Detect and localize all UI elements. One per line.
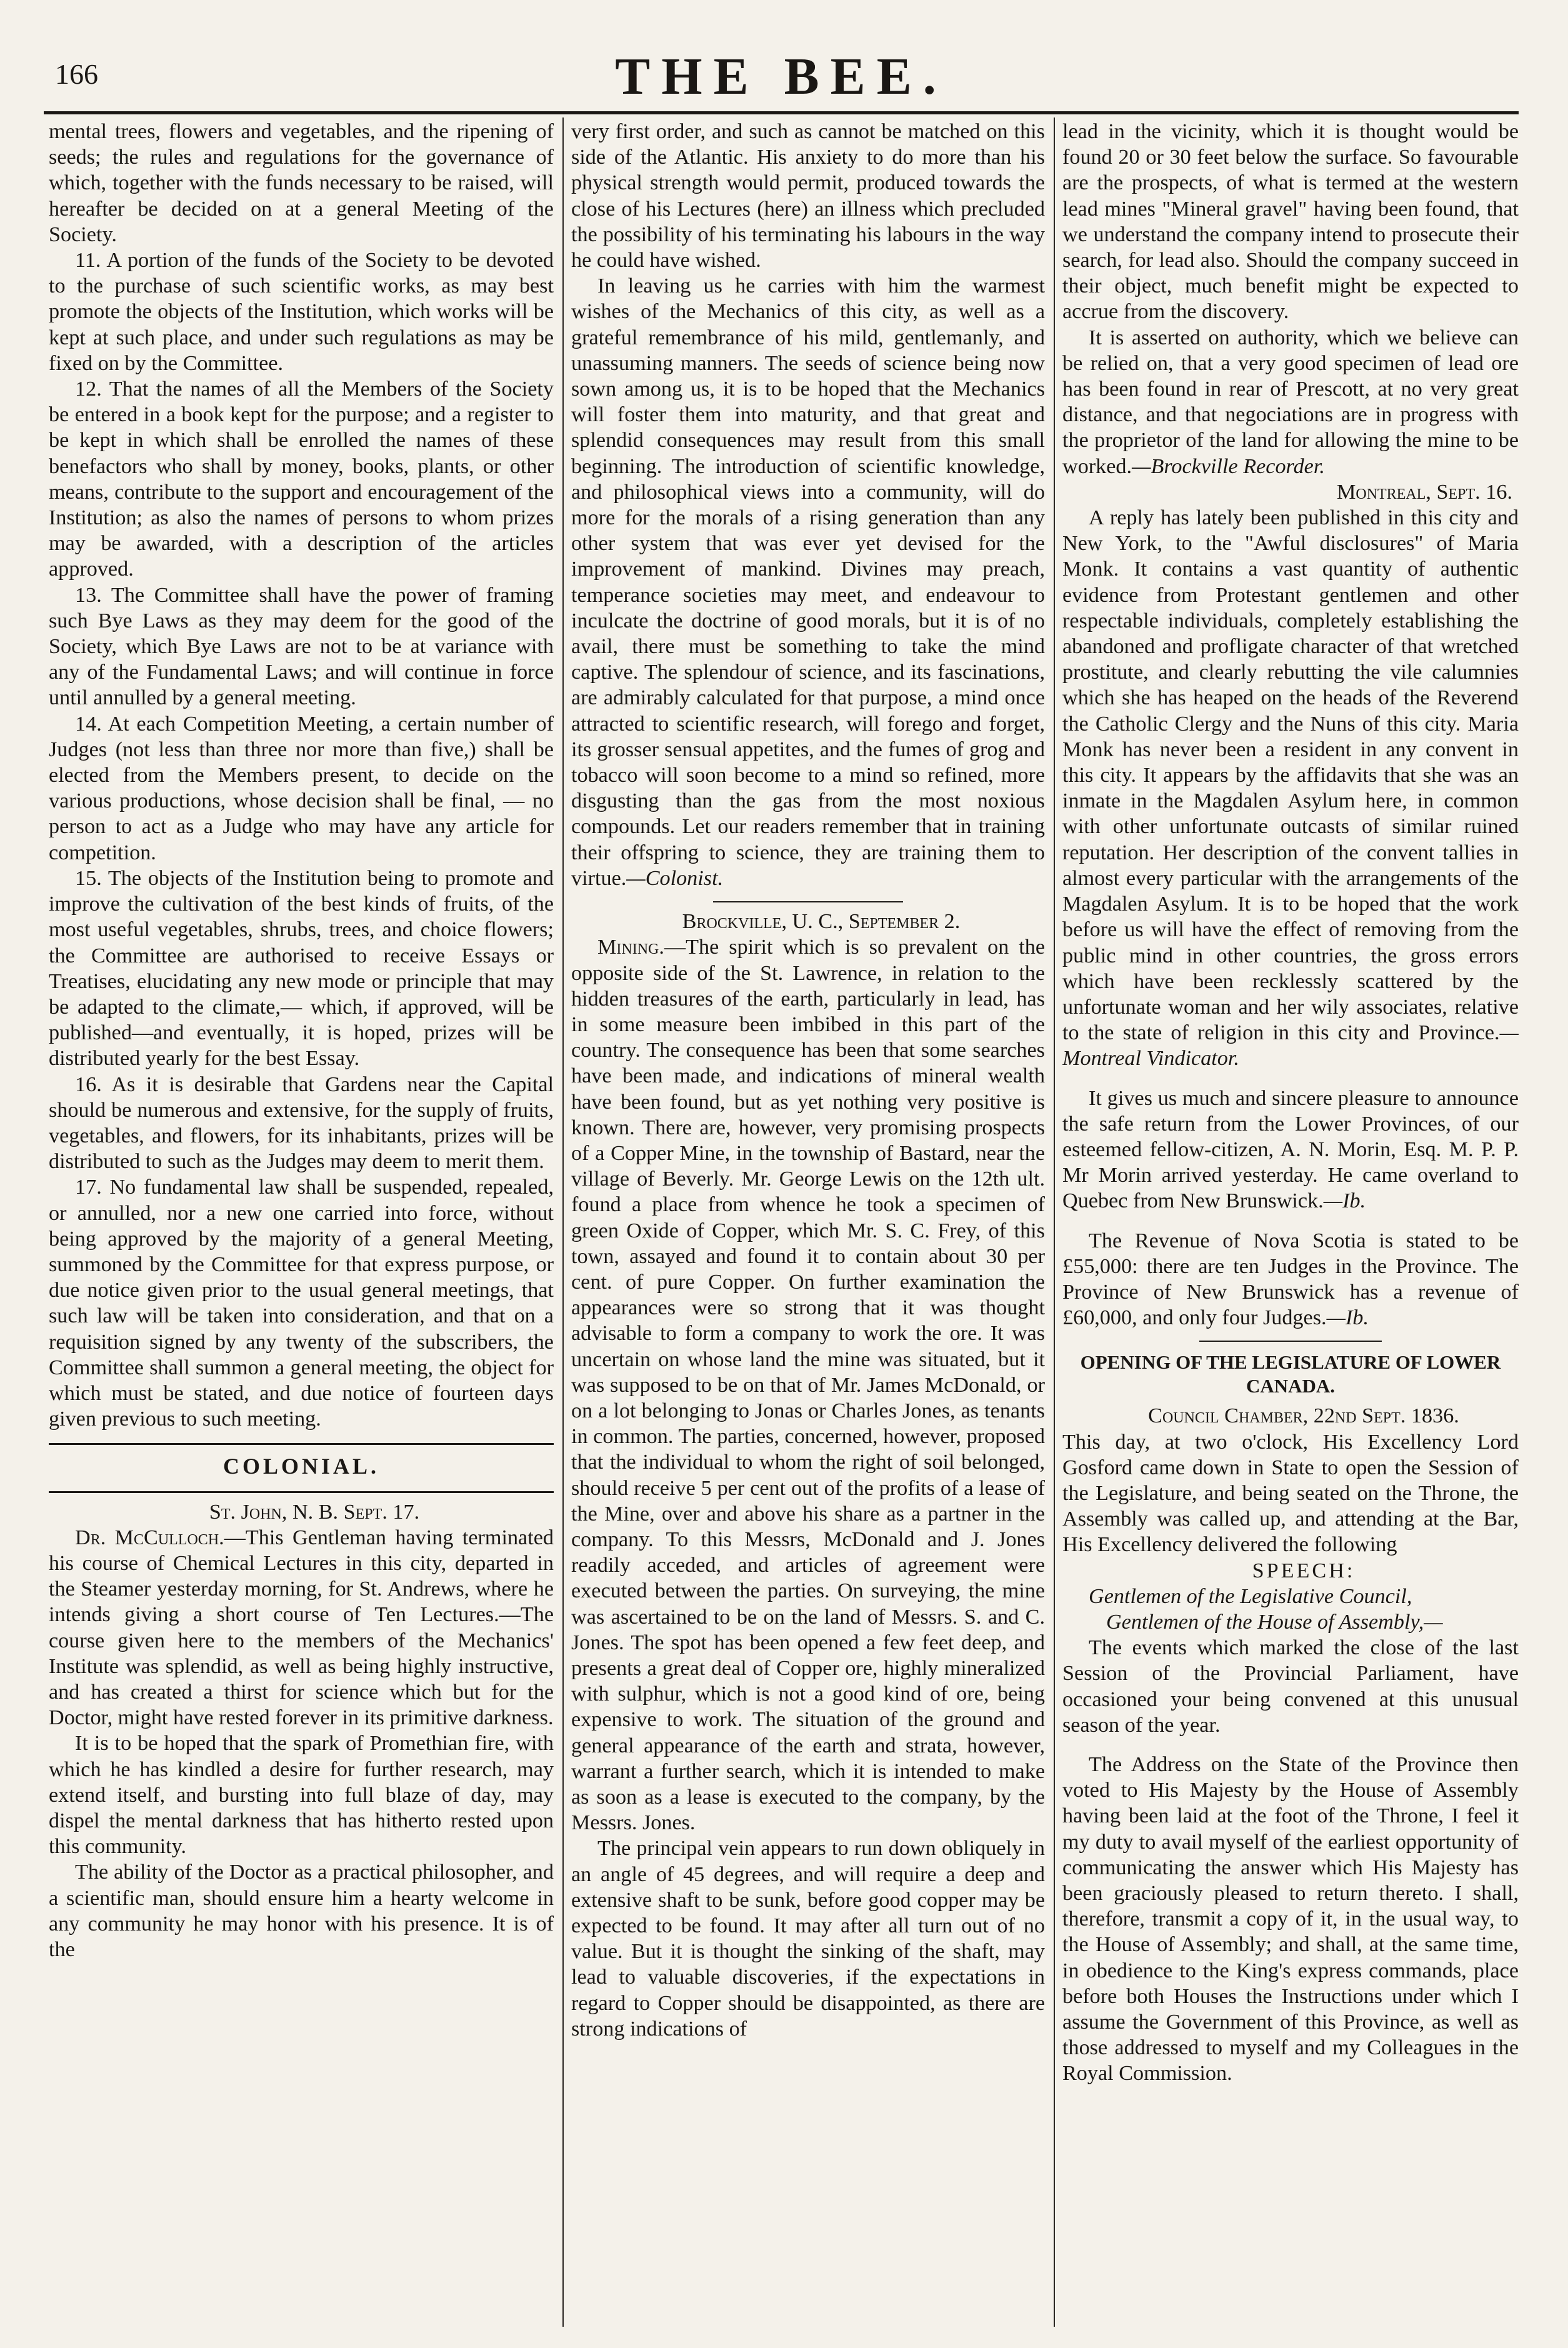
newspaper-masthead: THE BEE.	[615, 47, 947, 106]
article-paragraph: 15. The objects of the Institution being to promote and improve the cultivation of the best kinds of fruits, of the most useful vegetables, shrubs, trees, and choice flowers; the Committee are authorised to receive Essays or Treatises, elucidating any new mode or principle that may be adapted to the climate,— which, if approved, will be published—and eventually, it is hoped, prizes will be distributed yearly for the best Essay.	[49, 866, 554, 1071]
column-divider	[1054, 117, 1055, 2327]
column-3	[1062, 119, 1519, 2331]
article-paragraph	[1062, 505, 1519, 1071]
dateline: St. John, N. B. Sept. 17.	[209, 1500, 420, 1524]
lead-in: Dr. McCulloch.	[75, 1526, 224, 1549]
salutation: Gentlemen of the House of Assembly,—	[1106, 1610, 1443, 1634]
article-divider	[713, 901, 902, 902]
dateline: Brockville, U. C., September 2.	[682, 910, 961, 934]
article-paragraph	[1062, 325, 1519, 479]
section-rule	[49, 1443, 554, 1445]
section-heading-colonial: COLONIAL.	[222, 1454, 380, 1479]
article-paragraph: The principal vein appears to run down obliquely in an angle of 45 degrees, and will require a deep and extensive shaft to be sunk, before good copper may be expected to be found. It may after all turn out of no value. But it is thought the sinking of the shaft, may lead to valuable discoveries, if the expectations in regard to Copper should be disappointed, as there are strong indications of	[571, 1837, 1045, 2041]
article-paragraph: 17. No fundamental law shall be suspended, repealed, or annulled, nor a new one carried into force, without being approved by the majority of a general Meeting, summoned by the Committee for that express purpose, or due notice given prior to the usual general meetings, that such law will be taken into consideration, and that on a requisition signed by any twenty of the subscribers, the Committee shall summon a general meeting, the object for which must be stated, and due notice of fourteen days given previous to such meeting.	[49, 1176, 554, 1431]
article-paragraph	[49, 1525, 554, 1731]
source-credit: —Colonist.	[626, 866, 724, 890]
article-paragraph: 13. The Committee shall have the power of framing such Bye Laws as they may deem for the good of the Society, which Bye Laws are not to be at variance with any of the Fundamental Laws; and will continue in force until annulled by a general meeting.	[49, 583, 554, 710]
article-paragraph: very first order, and such as cannot be matched on this side of the Atlantic. His anxiety to do more than his physical strength would permit, produced towards the close of his Lectures (here) an illness which precluded the possibility of his terminating his labours in the way he could have wished.	[571, 120, 1045, 272]
article-paragraph: 16. As it is desirable that Gardens near the Capital should be numerous and extensive, for the supply of fruits, vegetables, and flowers, for its inhabitants, prizes will be distributed to such as the Judges may deem to merit them.	[49, 1072, 554, 1174]
lead-in: Mining.	[597, 936, 664, 959]
column-2	[571, 119, 1045, 2331]
article-paragraph: 12. That the names of all the Members of the Society be entered in a book kept for the purpose; and a register to be kept in which shall be enrolled the names of these benefactors who shall by money, books, plants, or other means, contribute to the support and encouragement of the Institution; as also the names of persons to whom prizes may be awarded, with a description of the articles approved.	[49, 377, 554, 581]
source-credit: —Ib.	[1323, 1189, 1366, 1213]
source-credit: —Montreal Vindicator.	[1062, 1021, 1519, 1071]
article-paragraph: 11. A portion of the funds of the Society to be devoted to the purchase of such scientific works, as may best promote the objects of the Institution, which works will be kept at such place, and under such regulations as may be fixed on by the Committee.	[49, 249, 554, 375]
article-paragraph: lead in the vicinity, which it is thought would be found 20 or 30 feet below the surface. So favourable are the prospects, of what is termed at the western lead mines "Mineral gravel" having been found, that we understand the company intend to prosecute their search, for lead also. Should the company succeed in their object, much benefit might be expected to accrue from the discovery.	[1062, 120, 1519, 324]
dateline: Montreal, Sept. 16.	[1337, 480, 1512, 504]
article-paragraph: It is to be hoped that the spark of Promethian fire, with which he has kindled a desire for further research, may extend itself, and bursting into full blaze of day, may dispel the mental darkness that has hitherto rested upon this community.	[49, 1732, 554, 1859]
article-text: It gives us much and sincere pleasure to announce the safe return from the Lower Provinces, of our esteemed fellow-citizen, A. N. Morin, Esq. M. P. P. Mr Morin arrived yesterday. He came overland to Quebec from New Brunswick.	[1062, 1086, 1519, 1213]
article-paragraph: The Address on the State of the Province then voted to His Majesty by the House of Assembly having been laid at the foot of the Throne, I feel it my duty to avail myself of the earliest opportunity of communicating the answer which His Majesty has been graciously pleased to return thereto. I shall, therefore, transmit a copy of it, in the usual way, to the House of Assembly; and shall, at the same time, in obedience to the King's express commands, place before both Houses the Instructions under which I assume the Government of this Province, as well as those addressed to myself and my Colleagues in the Royal Commission.	[1062, 1752, 1519, 2086]
article-paragraph	[571, 934, 1045, 1836]
column-1	[49, 119, 554, 2331]
column-divider	[562, 117, 564, 2327]
salutation: Gentlemen of the Legislative Council,	[1089, 1584, 1412, 1608]
page-header	[44, 32, 1519, 107]
source-credit: —Ib.	[1326, 1306, 1369, 1330]
article-divider	[1199, 1341, 1382, 1342]
article-text: —The spirit which is so prevalent on the opposite side of the St. Lawrence, in relation to the hidden treasures of the earth, particularly in lead, has in some measure been imbibed in this part of the country. The consequence has been that some searches have been made, and indications of mineral wealth have been found, but as yet nothing very positive is known. There are, however, very promising prospects of a Copper Mine, in the township of Bastard, near the village of Beverly. Mr. George Lewis on the 12th ult. found a place from whence he took a specimen of green Oxide of Copper, which Mr. S. C. Frey, of this town, assayed and found it to contain about 30 per cent. of pure Copper. On further examination the appearances were so strong that it was thought advisable to form a company to work the ore. It was uncertain on whose land the mine was situated, but it was supposed to be on that of Mr. James McDonald, or on a lot belonging to Jonas or Charles Jones, as tenants in common. The parties, concerned, however, proposed that the individual to whom the right of soil belonged, should receive 5 per cent out of the profits of a lease of the Mine, over and above his share as a partner in the company. To this Messrs, McDonald and J. Jones readily acceded, and articles of agreement were executed between the parties. On surveying, the mine was ascertained to be on the land of Messrs. S. and C. Jones. The spot has been opened a few feet deep, and presents a great deal of Copper ore, highly mineralized with sulphur, which is not a good kind of ore, being expensive to work. The situation of the ground and general appearance of the earth and strata, however, warrant a further search, which it is intended to make as soon as a lease is executed to the company, by the Messrs. Jones.	[571, 936, 1045, 1835]
article-paragraph	[1062, 1228, 1519, 1331]
section-rule	[49, 1491, 554, 1493]
article-paragraph: 14. At each Competition Meeting, a certain number of Judges (not less than three nor more than five,) shall be elected from the Members present, to decide on the various productions, whose decision shall be final, — no person to act as a Judge who may have any article for competition.	[49, 712, 554, 864]
article-text: —This Gentleman having terminated his course of Chemical Lectures in this city, departed in the Steamer yesterday morning, for St. Andrews, where he intends giving a short course of Ten Lectures.—The course given here to the members of the Mechanics' Institute was splendid, as well as being highly instructive, and has created a thirst for science which but for the Doctor, might have rested forever in its primitive darkness.	[49, 1526, 554, 1730]
article-text: A reply has lately been published in this city and New York, to the "Awful disclosures" of Maria Monk. It contains a vast quantity of authentic evidence from Protestant gentlemen and other respectable individuals, completely establishing the abandoned and profligate character of that wretched prostitute, and clearly rebutting the vile calumnies which she has heaped on the heads of the Reverend the Catholic Clergy and the Nuns of this city. Maria Monk has never been a resident in any convent in this city. It appears by the affidavits that she was an inmate in the Magdalen Asylum here, in common with other unfortunate outcasts of similar ruined reputation. Her description of the convent tallies in almost every particular with the arrangements of the Magdalen Asylum. It is to be hoped that the work before us will have the effect of removing from the public mind in other countries, the gross errors which have been recklessly scattered by the unfortunate woman and her wily associates, relative to the state of religion in this city and Province.	[1062, 506, 1519, 1045]
header-rule	[44, 111, 1519, 114]
speech-label: SPEECH:	[1252, 1559, 1356, 1582]
article-text: In leaving us he carries with him the warmest wishes of the Mechanics of this city, as well as a grateful remembrance of his mild, gentlemanly, and unassuming manners. The seeds of science being now sown among us, it is to be hoped that the Mechanics will foster them into maturity, and that great and splendid consequences may result from this small beginning. The introduction of scientific knowledge, and philosophical views into a community, will do more for the morals of a rising generation than any other system that was ever yet devised for the improvement of mankind. Divines may preach, temperance societies may meet, and endeavour to inculcate the doctrine of good morals, but it is of no avail, there must be something to take the mind captive. The splendour of science, and its fascinations, are admirably calculated for that purpose, a mind once attracted to scientific research, will forego and forget, its grosser sensual appetites, and the fumes of grog and tobacco will soon become to a mind so refined, more disgusting than the gas from the most noxious compounds. Let our readers remember that in training their offspring to science, they are training them to virtue.	[571, 274, 1045, 890]
article-text: The Revenue of Nova Scotia is stated to be £55,000: there are ten Judges in the Province. The Province of New Brunswick has a revenue of £60,000, and only four Judges.	[1062, 1229, 1519, 1330]
article-paragraph	[1062, 1086, 1519, 1214]
page-number: 166	[55, 58, 98, 90]
article-paragraph	[571, 273, 1045, 891]
article-paragraph: The events which marked the close of the last Session of the Provincial Parliament, have occasioned your being convened at this unusual season of the year.	[1062, 1636, 1519, 1737]
source-credit: —Brockville Recorder.	[1132, 454, 1325, 478]
article-paragraph: This day, at two o'clock, His Excellency Lord Gosford came down in State to open the Session of the Legislature, and being seated on the Throne, the Assembly was called up, and attending at the Bar, His Excellency delivered the following	[1062, 1430, 1519, 1557]
section-heading-legislature: OPENING OF THE LEGISLATURE OF LOWER CANADA.	[1080, 1351, 1501, 1397]
article-text: It is asserted on authority, which we believe can be relied on, that a very good specimen of lead ore has been found in rear of Prescott, at no very great distance, and that negociations are in progress with the proprietor of the land for allowing the mine to be worked.	[1062, 326, 1519, 478]
article-paragraph: The ability of the Doctor as a practical philosopher, and a scientific man, should ensure him a hearty welcome in any community he may honor with his presence. It is of the	[49, 1861, 554, 1962]
article-paragraph: mental trees, flowers and vegetables, and the ripening of seeds; the rules and regulations for the governance of which, together with the funds necessary to be raised, will hereafter be decided on at a general Meeting of the Society.	[49, 120, 554, 246]
dateline: Council Chamber, 22nd Sept. 1836.	[1148, 1404, 1459, 1428]
